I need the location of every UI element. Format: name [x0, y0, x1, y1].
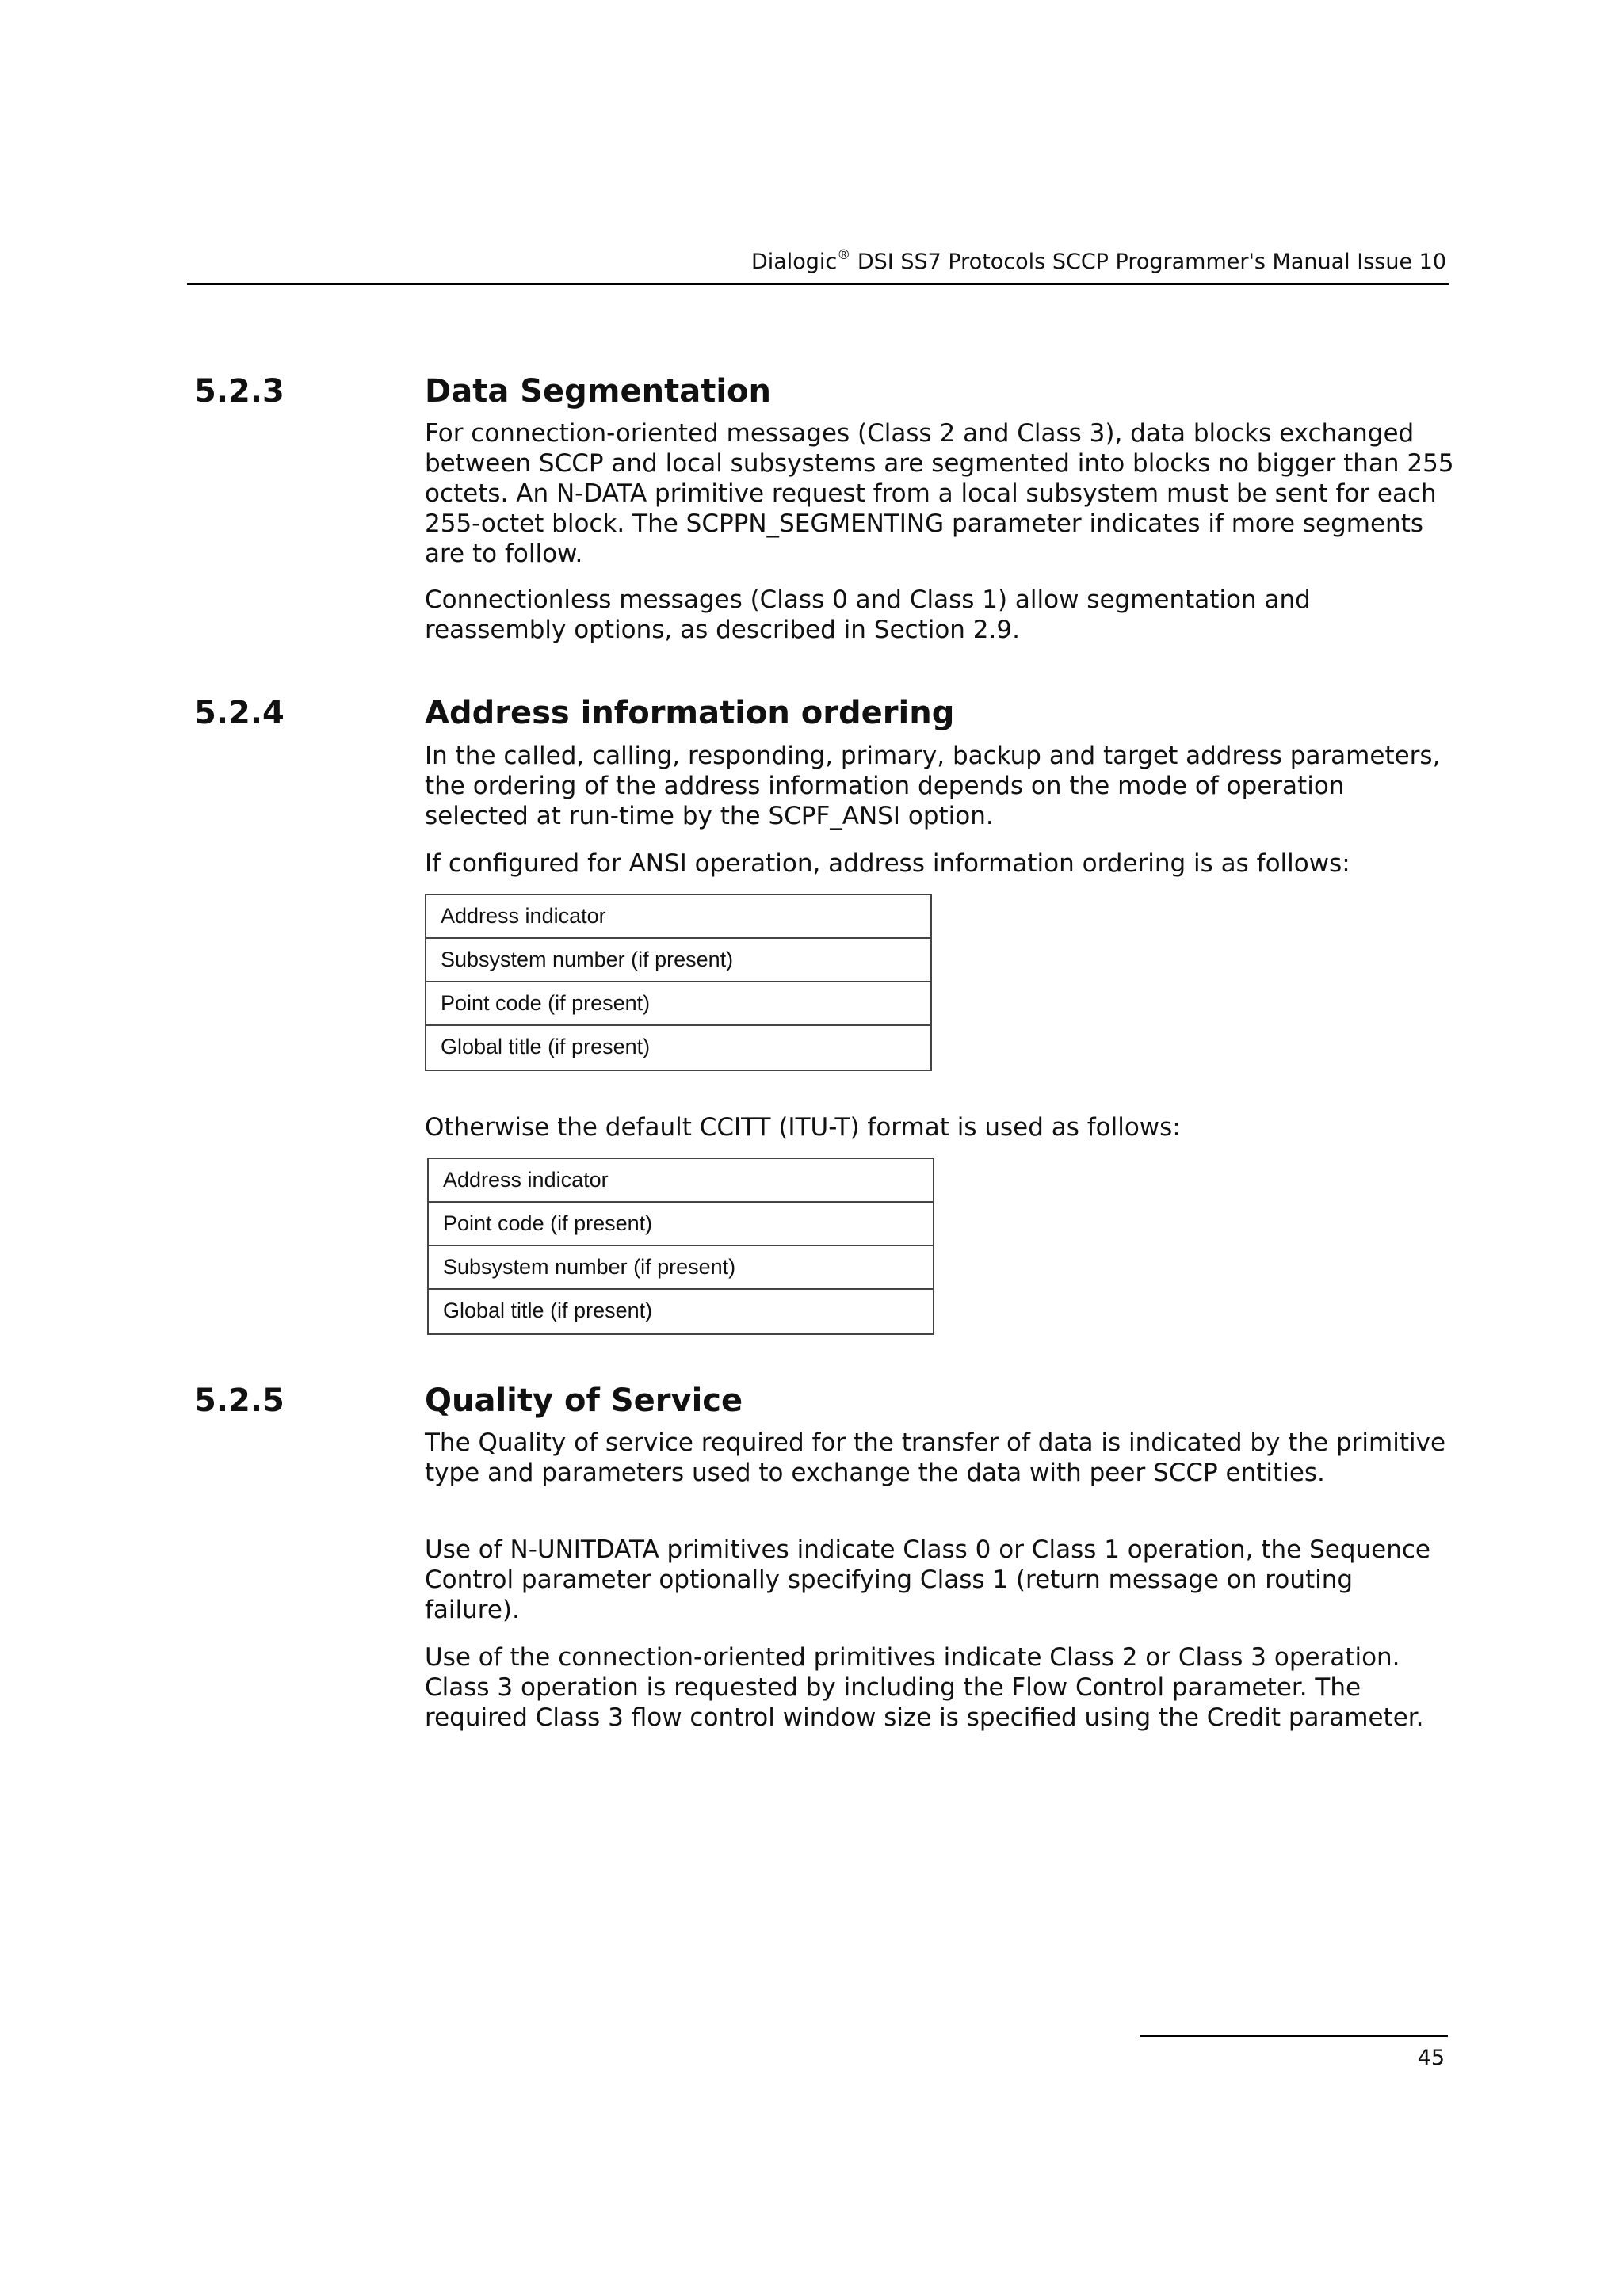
section-number: 5.2.4 — [194, 695, 285, 731]
table-row: Global title (if present) — [441, 1035, 651, 1058]
paragraph: If configured for ANSI operation, address information ordering is as follows: — [425, 849, 1350, 878]
registered-trademark: ® — [837, 247, 851, 263]
table-row: Address indicator — [429, 1159, 933, 1203]
section-heading: Quality of Service — [425, 1383, 743, 1419]
paragraph: Use of the connection-oriented primitives indicate Class 2 or Class 3 operation. Class 3 operation is requested by including the Flow Control parameter. The required Class 3 flow control window size is specified using the Credit parameter. — [425, 1643, 1424, 1732]
section-heading: Data Segmentation — [425, 373, 771, 410]
section-heading: Address information ordering — [425, 695, 955, 731]
footer-rule — [1140, 2035, 1448, 2037]
paragraph: The Quality of service required for the transfer of data is indicated by the primitive type and parameters used to exchange the data with peer SCCP entities. — [425, 1428, 1446, 1487]
paragraph: Connectionless messages (Class 0 and Class 1) allow segmentation and reassembly options, as described in Section 2.9. — [425, 585, 1311, 644]
paragraph: Use of N-UNITDATA primitives indicate Class 0 or Class 1 operation, the Sequence Control parameter optionally specifying Class 1 (return message on routing failure). — [425, 1535, 1430, 1624]
paragraph: In the called, calling, responding, primary, backup and target address parameters, the ordering of the address information depends on the mode of operation selected at run-time by the SCPF_ANSI option. — [425, 742, 1441, 830]
table-row: Point code (if present) — [429, 1203, 933, 1246]
header-title: DSI SS7 Protocols SCCP Programmer's Manual Issue 10 — [850, 250, 1446, 274]
header-rule — [187, 283, 1449, 285]
table-row: Point code (if present) — [426, 982, 930, 1026]
ansi-address-order-table — [425, 894, 932, 1071]
paragraph: For connection-oriented messages (Class 2 and Class 3), data blocks exchanged between SCCP and local subsystems are segmented into blocks no bigger than 255 octets. An N-DATA primitive request from a local subsystem must be sent for each 255-octet block. The SCPPN_SEGMENTING parameter indicates if more segments are to follow. — [425, 419, 1454, 568]
table-row: Address indicator — [426, 895, 930, 939]
table-row: Subsystem number (if present) — [429, 1246, 933, 1290]
header-brand: Dialogic — [750, 250, 838, 274]
table-row: Subsystem number (if present) — [426, 939, 930, 982]
table-row: Global title (if present) — [443, 1299, 653, 1322]
section-number: 5.2.3 — [194, 373, 285, 410]
paragraph: Otherwise the default CCITT (ITU-T) format is used as follows: — [425, 1113, 1181, 1142]
ccitt-address-order-table — [427, 1158, 934, 1335]
section-number: 5.2.5 — [194, 1383, 285, 1419]
running-header — [751, 248, 1446, 277]
page-number: 45 — [1417, 2046, 1445, 2070]
